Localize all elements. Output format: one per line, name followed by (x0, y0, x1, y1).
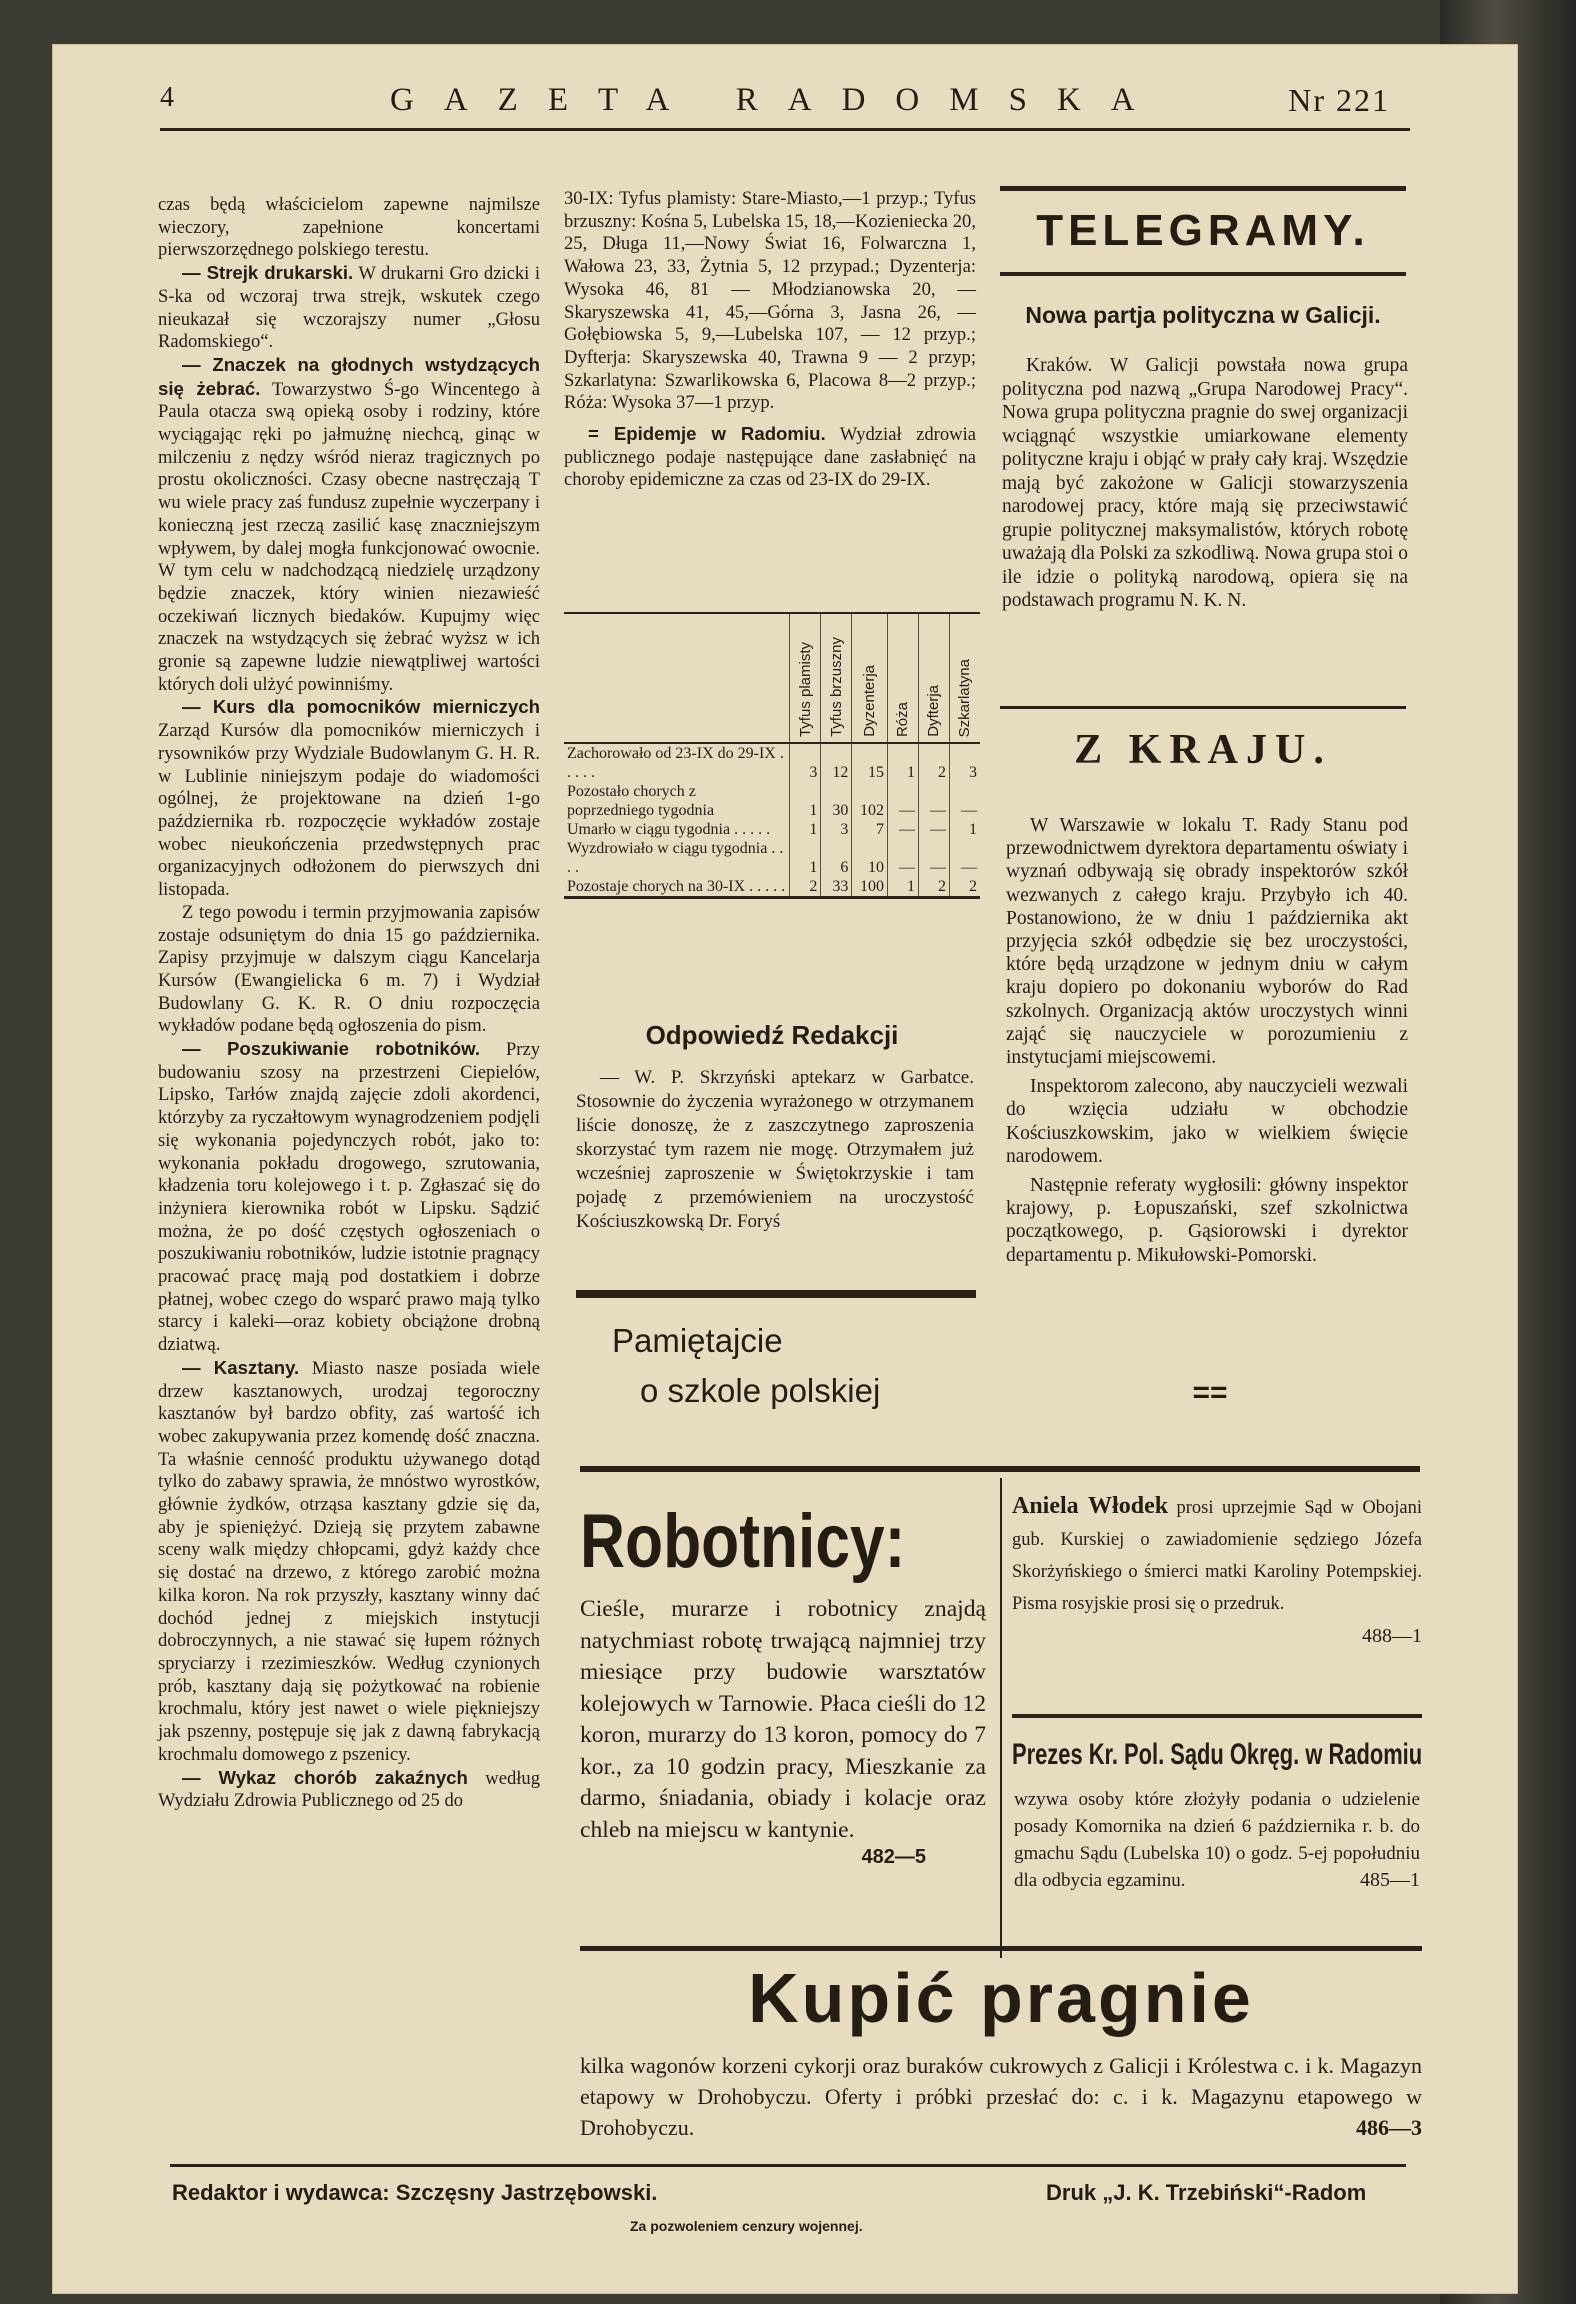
headline-stamp: — Znaczek na głodnych wstydzących się żebrać. (158, 353, 540, 399)
table-cell: 3 (790, 743, 821, 782)
prezes-title: Prezes Kr. Pol. Sądu Okręg. w Radomiu (1012, 1738, 1423, 1771)
disease-list: 30-IX: Tyfus plamisty: Stare-Miasto,—1 przyp.; Tyfus brzuszny: Kośna 5, Lubelska 15, 18,—Kozieniecka 20, 25, Długa 11,—Nowy Świat 16, Folwarczna 1, Wałowa 23, 33, Żytnia 5, 12 przypad.; Dyzenterja: Wysoka 46, 81 — Młodzianowska 20, — Skaryszewska 41, 45,—Górna 3, Jasna 26, — Gołębiowska 5, 9,—Lubelska 107, — 12 przyp.; Dyfterja: Skaryszewska 40, Trawna 9 — 2 przyp; Szkarlatyna: Szwarlikowska 6, Placowa 8—2 przyp.; Róża: Wysoka 37—1 przyp. (564, 188, 976, 414)
masthead-title: GAZETA RADOMSKA (390, 82, 1165, 118)
kupic-text: kilka wagonów korzeni cykorji oraz buraków cukrowych z Galicji i Królestwa c. i k. Magazyn etapowy w Drohobyczu. Oferty i próbki przesłać do: c. i k. Magazynu etapowego w Drohobyczu. (580, 2053, 1422, 2140)
wlodek-text: prosi uprzejmie Sąd w Obojani gub. Kurskiej o zawiadomienie sędziego Józefa Skorżyńskiego o śmierci matki Karoliny Potempskiej. Pisma rosyjskie prosi się o przedruk. (1012, 1498, 1422, 1614)
robotnicy-text: Cieśle, murarze i robotnicy znajdą natychmiast robotę trwającą najmniej trzy miesiące przy budowie warsztatów kolejowych w Tarnowie. Płaca cieśli do 12 koron, murarzy do 13 koron, pomocy do 7 kor., za 10 godzin pracy, Mieszkanie za darmo, śniadania, obiady i kolacje oraz chleb na miejscu w kantynie. (580, 1596, 986, 1843)
table-cell: — (918, 839, 949, 877)
kraju-p3: Następnie referaty wygłosili: główny inspektor krajowy, p. Łopuszański, szef szkolnictwa początkowego, p. Gąsiorowski i dyrektor departamentu p. Mikułowski-Pomorski. (1006, 1175, 1408, 1266)
table-cell: 100 (852, 877, 888, 898)
table-cell: 1 (790, 782, 821, 820)
table-corner (564, 613, 790, 743)
prezes-ad (1014, 1786, 1420, 1894)
row-label: Umarło w ciągu tygodnia . . . . . (567, 821, 771, 838)
table-cell: — (887, 782, 918, 820)
table-cell: 10 (852, 839, 888, 877)
footer-rule (170, 2164, 1406, 2167)
article-epidemics (564, 423, 976, 492)
article-chestnut-text: Miasto nasze posiada wiele drzew kasztanowych, urodzaj tegoroczny kasztanów był bardzo obfity, zaś wartość ich wobec zakupywania przez komendę dość znaczna. Ta właśnie cenność produktu używanego dotąd tylko do zabawy sprawia, że mnóstwo wyrostków, głównie żydków, otrząsa kasztany gdzie się da, aby je spieniężyć. Dzieją się przytem zabawne sceny walk między chłopcami, gdyż każdy chce się dostać na drzewo, z którego zarobić można kilka koron. Na rok przyszły, kasztany winny dać dochód jednej z miejskich instytucji dobroczynnych, a nie stawać się łupem różnych spryciarzy i rzezimieszków. Według czynionych prób, kasztany dają się pożytkować na robienie krochmalu, który jest nawet o wiele piękniejszy jak pszenny, postępuje się jak z dawną fabrykacją krochmalu domowego z pszenicy. (158, 1357, 540, 1765)
table-cell: 102 (852, 782, 888, 820)
article-strike (158, 262, 540, 354)
article-diseases (158, 1767, 540, 1813)
table-cell: 2 (918, 877, 949, 898)
table-cell: 1 (949, 820, 980, 839)
kraju-title: Z KRAJU. (1074, 727, 1332, 773)
row-label: Zachorowało od 23-IX do 29-IX . . . . . (567, 745, 784, 781)
table-cell: 3 (821, 820, 852, 839)
issue-number: Nr 221 (1288, 82, 1390, 118)
column-left (158, 194, 540, 2124)
reply-block (576, 1066, 974, 1234)
headline-epidemics: = Epidemje w Radomiu. (588, 423, 826, 445)
table-row (564, 877, 980, 898)
table-cell: 12 (821, 743, 852, 782)
kraju-p1: W Warszawie w lokalu T. Rady Stanu pod przewodnictwem dyrektora departamentu oświaty i wyznań odbywają się obrady inspektorów szkół wezwanych z całego kraju. Przybyło ich 40. Postanowiono, że w dniu 1 października akt przyjęcia szkół odbędzie się bez uroczystości, które będą urządzone w jednym dniu w całym kraju dopiero po dokonaniu wyborów do Rad szkolnych. Organizacją aktów uroczystych winni zająć się nauczyciele w porozumieniu z instytucjami miejscowemi. (1006, 815, 1408, 1069)
section-ornament: == (1192, 1376, 1228, 1409)
article-diseases-text: według Wydziału Zdrowia Publicznego od 25 do (158, 1767, 540, 1812)
table-cell: 2 (790, 877, 821, 898)
article-stamp-text: Towarzystwo Ś-go Wincentego à Paula otacza swą opieką osoby i rodziny, które wyciągając ręki po jałmużnę niechcą, ginąc w milczeniu z nędzy wśród nieraz tragicznych po prostu okoliczności. Czasy obecne nastręczają T wu wiele pracy zaś fundusz zupełnie wyczerpany i konieczną jest rzeczą zasilić kasę znaczniejszym wpływem, by dalej mogła funkcjonować owocnie. W tym celu w nadchodzącą niedzielę urządzony będzie znaczek, który winien niezawieść oczekiwań licznych biedaków. Kupujmy więc znaczek na wstydzących się żebrać wyższ w ich gronie są zapewne ludzie niewątpliwej wartości których doli ulżyć powinniśmy. (158, 378, 540, 695)
article-course (158, 696, 540, 901)
table-cell: — (949, 782, 980, 820)
ads-rule (580, 1466, 1420, 1472)
headline-workers: — Poszukiwanie robotników. (182, 1038, 481, 1060)
table-row (564, 782, 980, 820)
reply-text: — W. P. Skrzyński aptekarz w Garbatce. Stosownie do życzenia wyrażonego w otrzymanem liście donoszę, że z zaszczytnego zaproszenia skorzystać tym razem nie mogę. Otrzymałem już wcześniej zaproszenie w Świętokrzyskie i tam pojadę z przemówieniem na uroczystość Kościuszkowską Dr. Foryś (576, 1067, 974, 1232)
table-cell: — (887, 839, 918, 877)
article-epidemics-text: Wydział zdrowia publicznego podaje następujące dane zasłabnięć na choroby epidemiczne za czas od 23-IX do 29-IX. (564, 424, 976, 491)
table-row (564, 820, 980, 839)
prezes-rule (1012, 1714, 1422, 1718)
table-cell: 15 (852, 743, 888, 782)
col-header: Szkarlatyna (949, 613, 980, 743)
table-cell: 1 (790, 820, 821, 839)
kupic-rule (580, 1946, 1422, 1951)
headline-course: — Kurs dla pomocników mierniczych (182, 696, 540, 718)
table-cell: — (918, 820, 949, 839)
table-cell: 6 (821, 839, 852, 877)
telegrams-rule-2 (1000, 272, 1406, 276)
wlodek-code: 488—1 (1362, 1625, 1422, 1647)
kraju-rule (1000, 706, 1406, 709)
article-workers-text: Przy budowaniu szosy na przestrzeni Ciepielów, Lipsko, Tarłów znajdą zajęcie zdoli akordenci, którzyby za ryczałtowym wynagrodzeniem podjęli się wykonania pojedynczych robót, jako to: wykonania pokładu drogowego, szrutowania, kładzenia toru kolejowego i t. p. Zgłaszać się do inżyniera kierownika robót w Lipsku. Sądzić można, że po dość częstych ogłoszeniach o poszukiwaniu robotników, ludzie istotnie pragnący pracować pracę mają pod dostatkiem i dobrze płatnej, wobec czego do wsparć prawo mają tylko starcy i kaleki—oraz kobiety obciążone drobną dziatwą. (158, 1039, 540, 1356)
article-course-text: Zarząd Kursów dla pomocników mierniczych i rysowników przy Wydziale Budowlanym G. H. R. w Lublinie niniejszym podaje do wiadomości ogólnej, że projektowane na dzień 1-go października rb. rozpoczęcie wykładów zostaje wobec nieukończenia przedwstępnych prac organizacyjnych odłożonem do pierwszych dni listopada. (158, 720, 540, 901)
row-label: Pozostało chorych z poprzedniego tygodnia (567, 783, 715, 819)
slogan-line-2: o szkole polskiej (640, 1372, 881, 1409)
kraju-p2: Inspektorom zalecono, aby nauczycieli wezwali do wzięcia udziału w obchodzie Kościuszkowskim, jako w wielkiem święcie narodowem. (1006, 1076, 1408, 1167)
wlodek-ad (1012, 1490, 1422, 1652)
kupic-code: 486—3 (1356, 2115, 1422, 2140)
article-strike-text: W drukarni Gro dzicki i S-ka od wczoraj trwa strejk, wskutek czego nieukazał się wczorajszy numer „Głosu Radomskiego“. (158, 263, 540, 353)
col-header: Tyfus plamisty (790, 613, 821, 743)
kupic-title: Kupić pragnie (748, 1959, 1254, 2037)
table-cell: 1 (887, 743, 918, 782)
table-cell: 1 (790, 839, 821, 877)
table-cell: 2 (949, 877, 980, 898)
telegram-article (1002, 354, 1408, 613)
headline-strike: — Strejk drukarski. (182, 262, 354, 284)
headline-diseases: — Wykaz chorób zakaźnych (182, 1766, 468, 1788)
telegrams-title: TELEGRAMY. (1036, 206, 1370, 255)
page-header (160, 82, 1390, 126)
reply-title: Odpowiedź Redakcji (645, 1020, 899, 1050)
row-label: Pozostaje chorych na 30-IX . . . . . (564, 877, 790, 898)
article-workers (158, 1038, 540, 1357)
article-chestnut (158, 1357, 540, 1767)
page-number: 4 (160, 82, 204, 113)
wlodek-notice (1012, 1490, 1422, 1620)
table-cell: 3 (949, 743, 980, 782)
ads-divider (1000, 1478, 1002, 1958)
epidemics-table (564, 612, 980, 899)
reply-rule (576, 1290, 976, 1298)
prezes-text: wzywa osoby które złożyły podania o udzielenie posady Komornika na dzień 6 października r. b. do gmachu Sądu (Lubelska 10) o godz. 5-ej popołudniu dla odbycia egzaminu. (1014, 1789, 1420, 1891)
table-cell: 1 (887, 877, 918, 898)
table-cell: 7 (852, 820, 888, 839)
table-cell: — (887, 820, 918, 839)
article-continuation: czas będą właścicielom zapewne najmilsze wieczory, zapełnione koncertami pierwszorzędnego polskiego terestu. (158, 194, 540, 261)
table-cell: 30 (821, 782, 852, 820)
col-header: Dyzenterja (852, 613, 888, 743)
table-cell: — (949, 839, 980, 877)
telegram-text: Kraków. W Galicji powstała nowa grupa polityczna pod nazwą „Grupa Narodowej Pracy“. Nowa grupa polityczna pragnie do swej organizacji wciągnąć wszystkie umiarkowane elementy polityczne kraju i objąć w prały cały kraj. Wszędzie mają być zakożone w Galicji stowarzyszenia narodowej pracy, które mają się przeciwstawić grupie politycznej maksymalistów, których robotę uważają dla Polski za szkodliwą. Nowa grupa stoi o ile idzie o polityką narodową, opiera się na podstawach programu N. K. N. (1002, 355, 1408, 611)
table-cell: — (918, 782, 949, 820)
footer-censor: Za pozwoleniem cenzury wojennej. (630, 2218, 863, 2234)
kupic-ad (580, 2050, 1422, 2143)
headline-chestnut: — Kasztany. (182, 1356, 300, 1378)
col-header: Róża (887, 613, 918, 743)
footer-editor: Redaktor i wydawca: Szczęsny Jastrzębowski. (172, 2180, 658, 2205)
robotnicy-ad (580, 1594, 986, 1868)
wlodek-name: Aniela Włodek (1012, 1493, 1169, 1519)
slogan-line-1: Pamiętajcie (612, 1322, 783, 1359)
article-stamp (158, 354, 540, 697)
kraju-article (1006, 814, 1408, 1267)
robotnicy-title: Robotnicy: (580, 1499, 906, 1584)
col-header: Tyfus brzuszny (821, 613, 852, 743)
column-middle (564, 188, 976, 492)
prezes-code: 485—1 (1360, 1869, 1420, 1891)
header-rule (160, 128, 1410, 131)
table-row (564, 743, 980, 782)
article-course-2: Z tego powodu i termin przyjmowania zapisów zostaje odsuniętym do dnia 15 go października. Zapisy przyjmuje w dalszym ciągu Kancelarja Kursów (Ewangielicka 6 m. 7) i Wydział Budowlany G. K. R. O dniu rozpoczęcia wykładów podane będą ogłoszenia do pism. (158, 901, 540, 1037)
col-header: Dyfterja (918, 613, 949, 743)
row-label: Wyzdrowiało w ciągu tygodnia . . . . (567, 840, 784, 876)
table-cell: 2 (918, 743, 949, 782)
table-cell: 33 (821, 877, 852, 898)
telegram-subtitle: Nowa partja polityczna w Galicji. (1025, 302, 1381, 328)
footer-printer: Druk „J. K. Trzebiński“-Radom (1046, 2180, 1367, 2205)
table-row (564, 839, 980, 877)
telegrams-rule (1000, 186, 1406, 191)
robotnicy-code: 482—5 (861, 1846, 926, 1868)
